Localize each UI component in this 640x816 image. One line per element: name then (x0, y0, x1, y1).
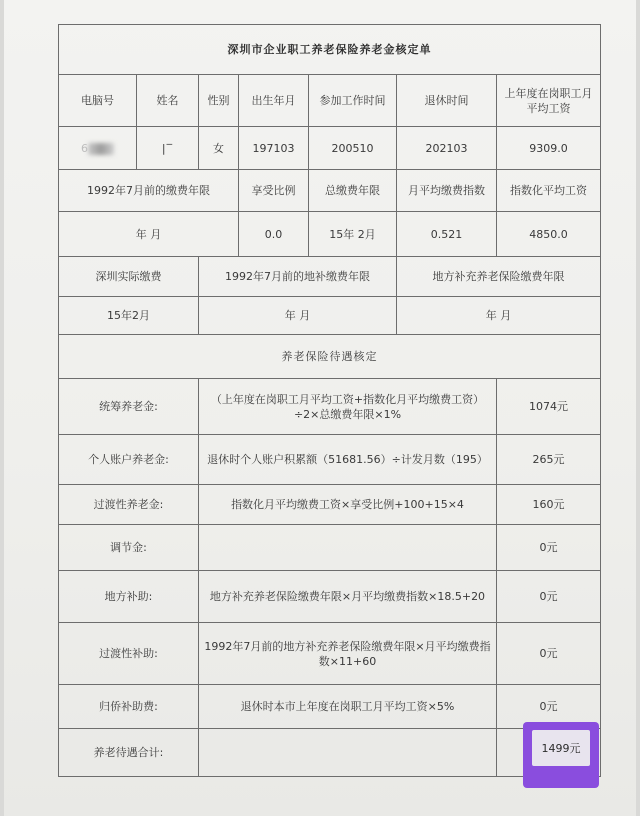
benefit-amount: 0元 (497, 571, 601, 623)
header-retire: 退休时间 (397, 75, 497, 127)
retire-value: 202103 (397, 127, 497, 170)
redacted-blur (88, 143, 114, 155)
benefit-amount: 0元 (497, 525, 601, 571)
benefit-amount: 1074元 (497, 379, 601, 435)
form-title: 深圳市企业职工养老保险养老金核定单 (59, 25, 601, 75)
header-avg-wage: 上年度在岗职工月平均工资 (497, 75, 601, 127)
header-pre1992-years: 1992年7月前的缴费年限 (59, 170, 239, 212)
benefit-amount: 0元 (497, 685, 601, 729)
computer-no-value: 6 (81, 141, 88, 155)
benefit-formula: 1992年7月前的地方补充养老保险缴费年限×月平均缴费指数×11+60 (199, 623, 497, 685)
header-birth: 出生年月 (239, 75, 309, 127)
local-pre1992-value: 年 月 (199, 297, 397, 335)
total-years-value: 15年 2月 (309, 212, 397, 257)
header-local-supplement: 地方补充养老保险缴费年限 (397, 257, 601, 297)
local-supplement-value: 年 月 (397, 297, 601, 335)
avg-wage-value: 9309.0 (497, 127, 601, 170)
benefit-label: 过渡性补助: (59, 623, 199, 685)
pre1992-years-value: 年 月 (59, 212, 239, 257)
header-computer-no: 电脑号 (59, 75, 137, 127)
ratio-value: 0.0 (239, 212, 309, 257)
name-value: |‾ (161, 141, 174, 155)
join-work-value: 200510 (309, 127, 397, 170)
computer-no-cell (59, 127, 137, 170)
benefit-label: 过渡性养老金: (59, 485, 199, 525)
benefit-formula: 地方补充养老保险缴费年限×月平均缴费指数×18.5+20 (199, 571, 497, 623)
benefit-formula (199, 525, 497, 571)
benefit-label: 地方补助: (59, 571, 199, 623)
section-title: 养老保险待遇核定 (59, 335, 601, 379)
header-join-work: 参加工作时间 (309, 75, 397, 127)
indexed-wage-value: 4850.0 (497, 212, 601, 257)
benefit-formula: 退休时个人账户积累额（51681.56）÷计发月数（195） (199, 435, 497, 485)
benefit-label: 调节金: (59, 525, 199, 571)
header-indexed-wage: 指数化平均工资 (497, 170, 601, 212)
actual-payment-value: 15年2月 (59, 297, 199, 335)
total-label: 养老待遇合计: (59, 729, 199, 777)
total-formula-empty (199, 729, 497, 777)
header-total-years: 总缴费年限 (309, 170, 397, 212)
header-name: 姓名 (137, 75, 199, 127)
name-cell (137, 127, 199, 170)
header-avg-index: 月平均缴费指数 (397, 170, 497, 212)
benefit-label: 归侨补助费: (59, 685, 199, 729)
benefit-amount: 0元 (497, 623, 601, 685)
benefit-label: 统筹养老金: (59, 379, 199, 435)
pension-approval-form (58, 24, 601, 777)
benefit-formula: （上年度在岗职工月平均工资+指数化月平均缴费工资）÷2×总缴费年限×1% (199, 379, 497, 435)
birth-value: 197103 (239, 127, 309, 170)
benefit-formula: 指数化月平均缴费工资×享受比例+100+15×4 (199, 485, 497, 525)
benefit-amount: 265元 (497, 435, 601, 485)
gender-value: 女 (199, 127, 239, 170)
benefit-formula: 退休时本市上年度在岗职工月平均工资×5% (199, 685, 497, 729)
header-local-pre1992: 1992年7月前的地补缴费年限 (199, 257, 397, 297)
benefit-label: 个人账户养老金: (59, 435, 199, 485)
header-gender: 性别 (199, 75, 239, 127)
avg-index-value: 0.521 (397, 212, 497, 257)
benefit-amount: 160元 (497, 485, 601, 525)
total-amount: 1499元 (532, 730, 590, 766)
header-ratio: 享受比例 (239, 170, 309, 212)
header-actual-payment: 深圳实际缴费 (59, 257, 199, 297)
